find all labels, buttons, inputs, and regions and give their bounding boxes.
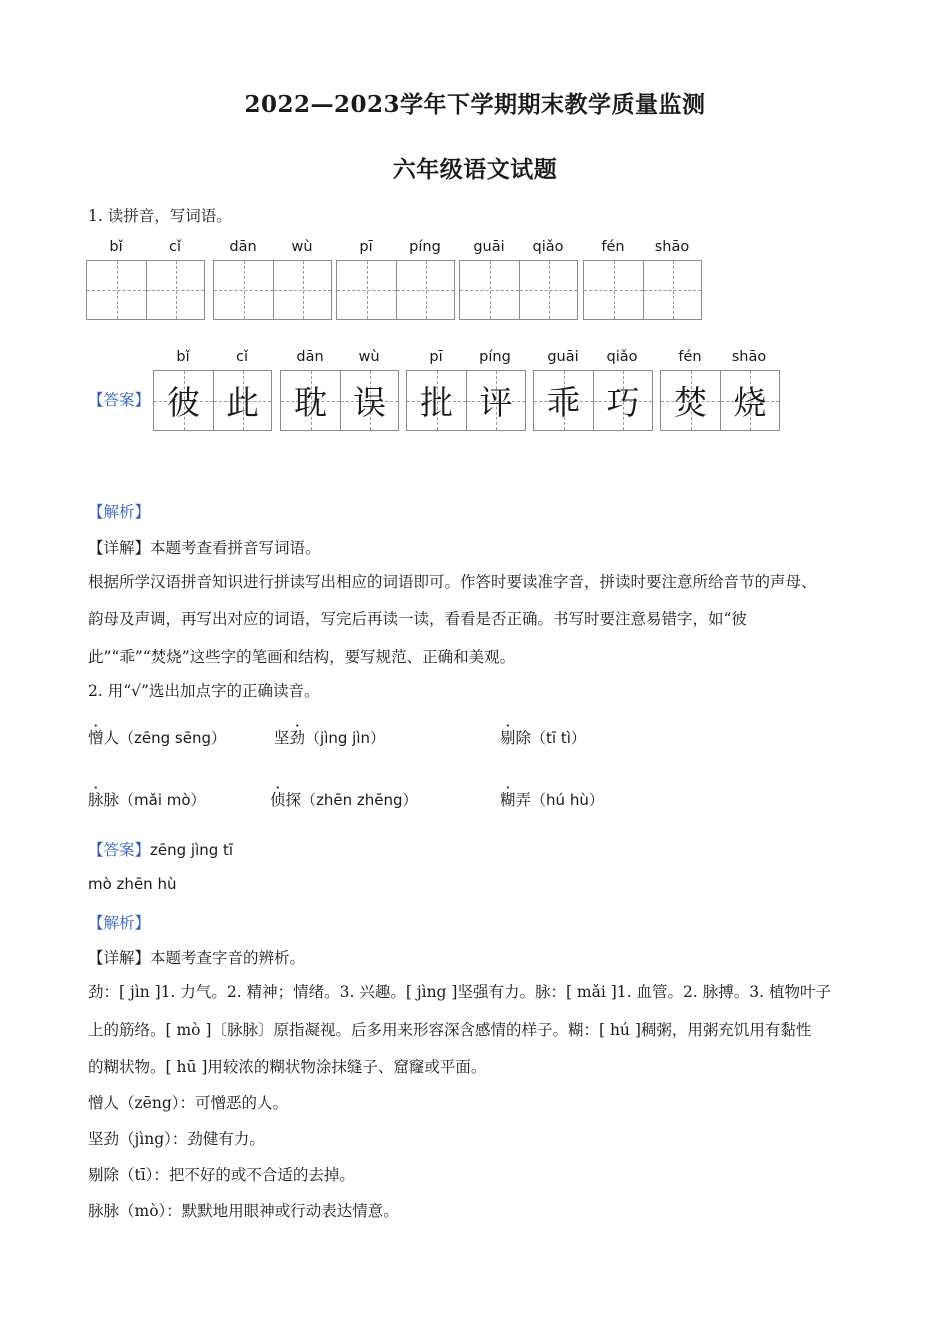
item-options: （jìng jìn）: [305, 729, 386, 747]
answer-char: 焚: [674, 383, 707, 422]
grid-cell: [340, 371, 398, 430]
grid-cell: [146, 261, 204, 319]
answer-char: 此: [226, 383, 259, 422]
pinyin-label: guāi: [473, 239, 505, 255]
answer-grid: [660, 370, 780, 431]
item-options: （tī tì）: [531, 729, 586, 747]
explain-text: 劲：[ jìn ]1. 力气。2. 精神；情绪。3. 兴趣。[ jìng ]坚强有力。脉：[ mǎi ]1. 血管。2. 脉搏。3. 植物叶子: [88, 983, 831, 1001]
answer-char: 批: [420, 383, 453, 422]
word-explain: 脉脉（mò）：默默地用眼神或行动表达情意。: [88, 1202, 399, 1220]
answer-label: 【答案】: [88, 391, 151, 409]
answer-label: 【答案】: [88, 841, 151, 859]
dotted-char: 侦: [270, 791, 286, 809]
grid-cell: [407, 371, 466, 430]
writing-grid: [583, 260, 702, 320]
grid-cell: [337, 261, 396, 319]
q2-item: [270, 788, 418, 810]
dotted-char: 脉: [88, 791, 104, 809]
question-2: 2. 用“√”选出加点字的正确读音。: [88, 682, 320, 700]
grid-cell: [460, 261, 519, 319]
answer-char: 巧: [606, 383, 640, 422]
writing-grid: [86, 260, 205, 320]
explain-text: 上的筋络。[ mò ]〔脉脉〕原指凝视。后多用来形容深含感情的样子。糊：[ hú ]稠粥，用粥充饥用有黏性: [88, 1021, 812, 1039]
word-explain: 坚劲（jìng）：劲健有力。: [88, 1130, 265, 1148]
pinyin-label: bǐ: [176, 349, 190, 365]
answer-grid: [406, 370, 526, 431]
grid-cell: [466, 371, 525, 430]
analysis-label: 【解析】: [88, 914, 151, 932]
answer-char: 耽: [294, 383, 327, 422]
page-subtitle: 六年级语文试题: [392, 156, 558, 183]
pinyin-label: fén: [678, 349, 702, 365]
grid-cell: [643, 261, 701, 319]
answer-text: mò zhēn hù: [88, 875, 177, 893]
answer-char: 误: [353, 383, 386, 422]
pinyin-label: píng: [409, 239, 441, 255]
explain-text: 此”“乖”“焚烧”这些字的笔画和结构，要写规范、正确和美观。: [88, 648, 516, 666]
item-options: （zhēn zhēng）: [301, 791, 418, 809]
item-options: （hú hù）: [531, 791, 604, 809]
q2-item: [500, 726, 586, 748]
dotted-char: 憎: [88, 729, 104, 747]
item-char: 坚: [274, 729, 290, 747]
answer-char: 彼: [167, 383, 200, 422]
grid-cell: [154, 371, 213, 430]
item-char: 除: [515, 729, 532, 747]
grid-cell: [519, 261, 577, 319]
answer-char: 烧: [733, 383, 767, 422]
word-explain: 剔除（tī）：把不好的或不合适的去掉。: [88, 1166, 355, 1184]
word-explain: 憎人（zēng）：可憎恶的人。: [88, 1094, 288, 1112]
answer-char: 评: [479, 383, 513, 422]
item-char: 弄: [515, 791, 532, 809]
pinyin-label: cǐ: [168, 239, 181, 255]
answer-grid: [533, 370, 653, 431]
answer-text: zēng jìng tī: [150, 841, 234, 859]
dotted-char: 剔: [500, 729, 516, 747]
grid-cell: [720, 371, 779, 430]
pinyin-label: cǐ: [235, 349, 248, 365]
answer-grid: [280, 370, 399, 431]
writing-grid: [336, 260, 455, 320]
writing-grid: [459, 260, 578, 320]
question-1: 1. 读拼音，写词语。: [88, 207, 232, 225]
item-options: （zēng sēng）: [119, 729, 227, 747]
pinyin-label: pī: [359, 239, 373, 255]
writing-grid: [213, 260, 332, 320]
item-char: 人: [103, 729, 120, 747]
grid-cell: [584, 261, 643, 319]
explain-text: 的糊状物。[ hū ]用较浓的糊状物涂抹缝子、窟窿或平面。: [88, 1058, 487, 1076]
dotted-char: 劲: [289, 729, 306, 747]
grid-cell: [661, 371, 720, 430]
analysis-label: 【解析】: [88, 503, 151, 521]
grid-cell: [214, 261, 273, 319]
pinyin-label: bǐ: [109, 239, 123, 255]
pinyin-label: dān: [296, 349, 324, 365]
q2-item: [500, 788, 604, 810]
grid-cell: [593, 371, 652, 430]
grid-cell: [396, 261, 454, 319]
q2-item: [88, 788, 206, 810]
pinyin-label: píng: [479, 349, 511, 365]
grid-cell: [273, 261, 331, 319]
pinyin-label: pī: [429, 349, 443, 365]
pinyin-label: dān: [229, 239, 257, 255]
grid-cell: [534, 371, 593, 430]
answer-grid: [153, 370, 272, 431]
pinyin-label: wù: [358, 349, 380, 365]
item-char: 脉: [103, 791, 120, 809]
pinyin-label: fén: [601, 239, 625, 255]
q2-item: [274, 726, 385, 748]
grid-cell: [281, 371, 340, 430]
pinyin-label: guāi: [547, 349, 579, 365]
pinyin-label: shāo: [731, 349, 767, 365]
pinyin-label: qiǎo: [532, 239, 564, 255]
detail-text: 【详解】本题考查看拼音写词语。: [88, 539, 321, 557]
pinyin-label: wù: [291, 239, 313, 255]
item-options: （mǎi mò）: [119, 791, 206, 809]
page-title: 2022—2023学年下学期期末教学质量监测: [244, 91, 706, 118]
explain-text: 根据所学汉语拼音知识进行拼读写出相应的词语即可。作答时要读准字音，拼读时要注意所给音节的声母、: [88, 573, 817, 591]
explain-text: 韵母及声调，再写出对应的词语，写完后再读一读，看看是否正确。书写时要注意易错字，如“彼: [88, 610, 747, 628]
item-char: 探: [285, 791, 302, 809]
q2-item: [88, 726, 226, 748]
pinyin-label: qiǎo: [606, 349, 638, 365]
detail-text: 【详解】本题考查字音的辨析。: [88, 949, 306, 967]
dotted-char: 糊: [500, 791, 516, 809]
answer-char: 乖: [547, 383, 580, 422]
grid-cell: [87, 261, 146, 319]
q2-answer: [88, 838, 233, 860]
pinyin-label: shāo: [654, 239, 690, 255]
grid-cell: [213, 371, 271, 430]
